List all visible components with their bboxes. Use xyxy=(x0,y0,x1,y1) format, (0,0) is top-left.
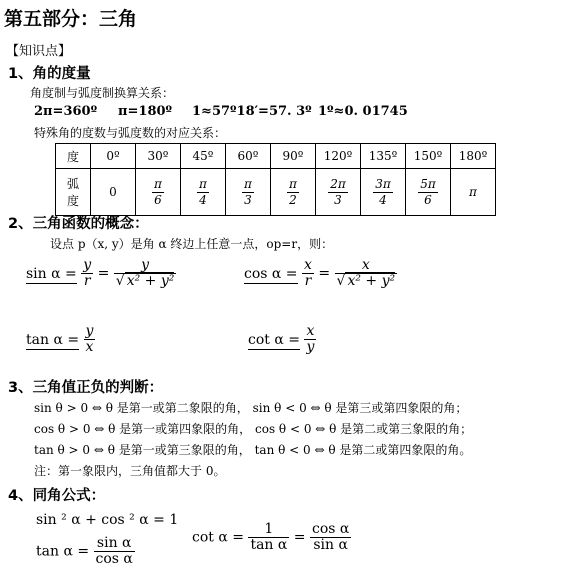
cos-definition: cos α = $\frac{x}{r}$ = $\frac{x}{\text{√ x² + y²}}$ xyxy=(244,257,396,289)
sin-definition: sin α = $\frac{y}{r}$ = $\frac{y}{\text{√ x² + y²}}$ xyxy=(26,257,175,289)
section-3-heading: 3、三角值正负的判断： xyxy=(8,380,164,396)
table-cell: 0º xyxy=(91,144,136,169)
section-1-heading: 1、角的度量 xyxy=(8,66,91,82)
cot-identity: cot α = $\frac{1}{\text{tan α}}$ = $\frac{\text{cos α}}{\text{sin α}}$ xyxy=(192,521,350,553)
table-header-degree: 度 xyxy=(56,144,91,169)
table-cell: 150º xyxy=(406,144,451,169)
formula-one-deg: 1º≈0. 01745 xyxy=(318,104,408,119)
table-cell: $\frac{\pi}{2}$ xyxy=(271,169,316,216)
sign-rule-sin: sin θ > 0 ⇔ θ 是第一或第二象限的角， sin θ < 0 ⇔ θ 是第三或第四象限的角； xyxy=(34,401,468,415)
sign-rule-note: 注：第一象限内，三角值都大于 0。 xyxy=(34,464,226,478)
tan-identity: tan α = $\frac{\text{sin α}}{\text{cos α}}$ xyxy=(36,535,133,567)
table-cell: 90º xyxy=(271,144,316,169)
section-2-heading: 2、三角函数的概念： xyxy=(8,216,149,232)
table-cell: $\frac{5\pi}{6}$ xyxy=(406,169,451,216)
table-cell: $\frac{\pi}{6}$ xyxy=(136,169,181,216)
table-cell: $\frac{\pi}{4}$ xyxy=(181,169,226,216)
formula-2pi: 2π=360º xyxy=(34,104,98,119)
table-cell: 180º xyxy=(451,144,496,169)
sign-rule-cos: cos θ > 0 ⇔ θ 是第一或第四象限的角， cos θ < 0 ⇔ θ 是第二或第三象限的角； xyxy=(34,422,473,436)
sign-rule-tan: tan θ > 0 ⇔ θ 是第一或第三象限的角， tan θ < 0 ⇔ θ 是第二或第四象限的角。 xyxy=(34,443,472,457)
table-cell: $\frac{3\pi}{4}$ xyxy=(361,169,406,216)
table-cell: $\frac{2\pi}{3}$ xyxy=(316,169,361,216)
special-angles-intro: 特殊角的度数与弧度数的对应关系： xyxy=(34,126,227,140)
table-cell: 135º xyxy=(361,144,406,169)
angle-conversion-table xyxy=(55,143,496,216)
formula-pi: π=180º xyxy=(118,104,173,119)
tan-definition: tan α = $\frac{y}{x}$ xyxy=(26,323,94,355)
knowledge-label: 【知识点】 xyxy=(6,44,72,59)
cot-definition: cot α = $\frac{x}{y}$ xyxy=(248,323,315,355)
table-cell: 0 xyxy=(91,169,136,216)
table-cell: 60º xyxy=(226,144,271,169)
formula-one-rad: 1≈57º18′=57. 3º xyxy=(192,104,312,119)
table-header-radian: 弧度 xyxy=(56,169,91,216)
table-cell: π xyxy=(451,169,496,216)
page-title: 第五部分：三角 xyxy=(4,8,138,30)
table-cell: $\frac{\pi}{3}$ xyxy=(226,169,271,216)
table-row-radians xyxy=(56,169,496,216)
table-cell: 120º xyxy=(316,144,361,169)
section-4-heading: 4、同角公式： xyxy=(8,488,106,504)
table-row-degrees xyxy=(56,144,496,169)
point-definition: 设点 p（x, y）是角 α 终边上任意一点，op=r，则： xyxy=(50,237,334,251)
pythagorean-identity: sin ² α + cos ² α = 1 xyxy=(36,512,179,528)
table-cell: 45º xyxy=(181,144,226,169)
conversion-intro: 角度制与弧度制换算关系： xyxy=(30,86,175,100)
table-cell: 30º xyxy=(136,144,181,169)
